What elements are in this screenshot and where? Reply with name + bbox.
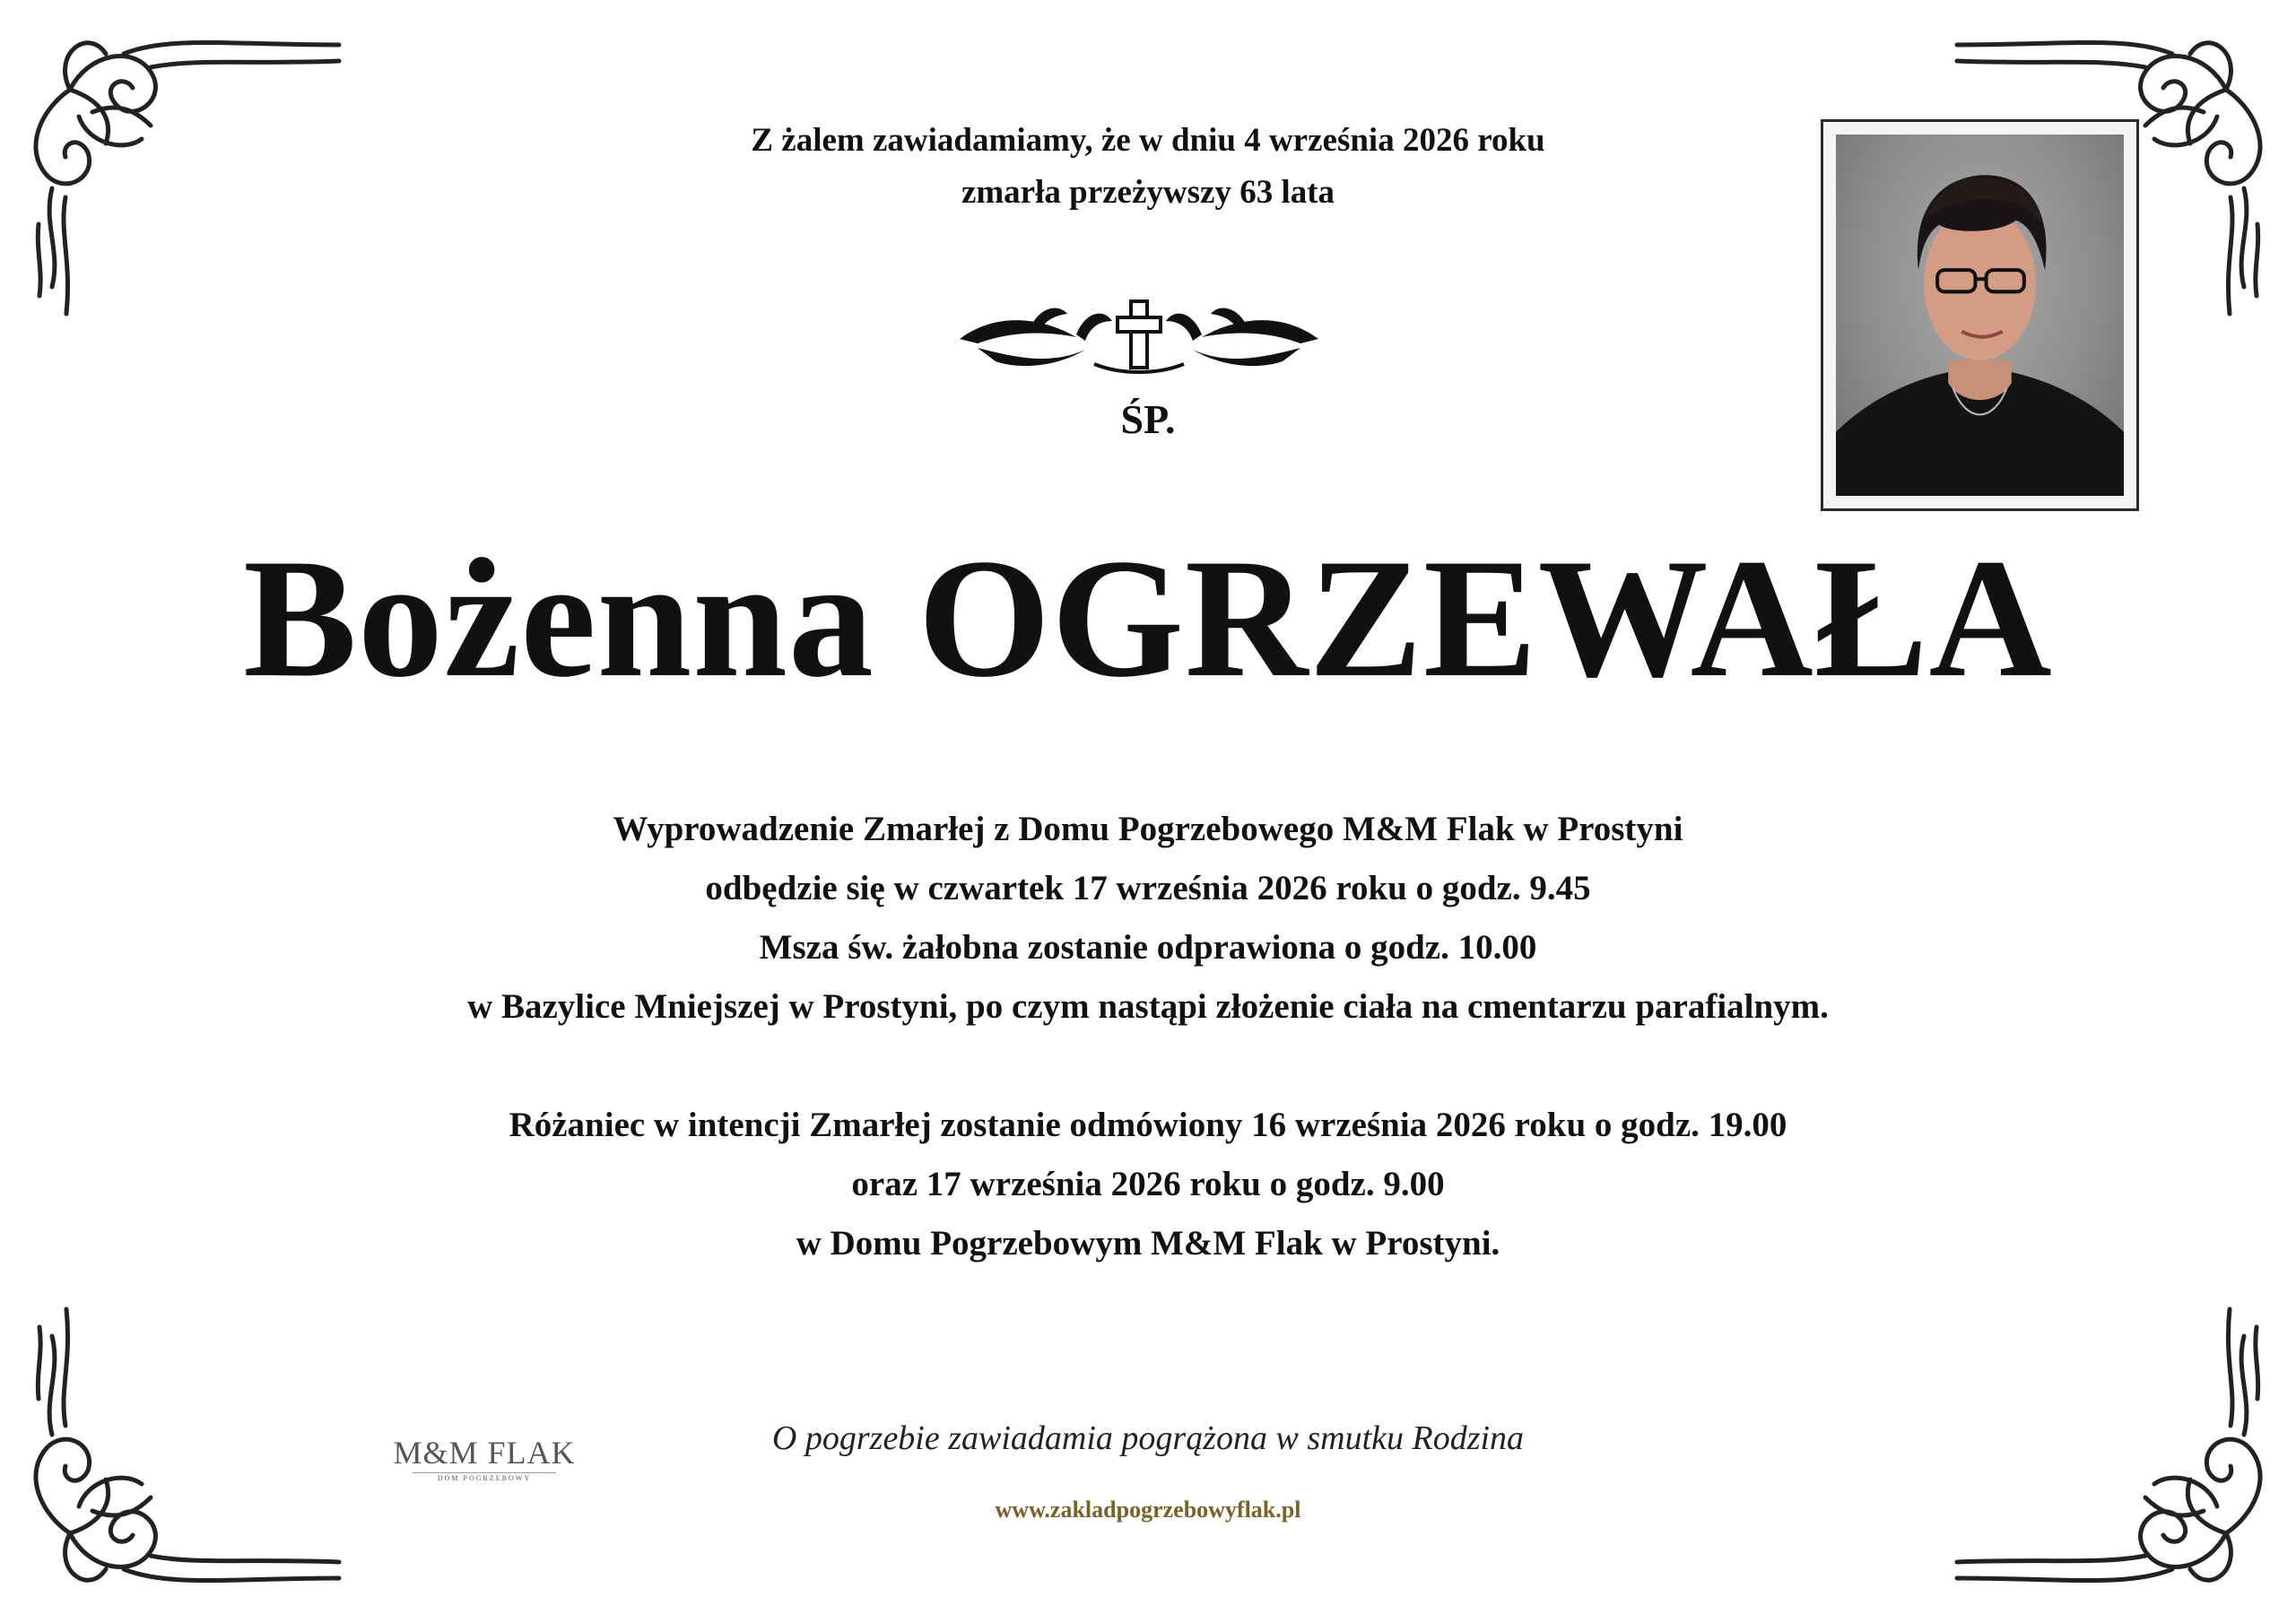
- rosary-line: Różaniec w intencji Zmarłej zostanie odmówiony 16 września 2026 roku o godz. 19.00: [509, 1106, 1787, 1144]
- rosary-line: w Domu Pogrzebowym M&M Flak w Prostyni.: [796, 1224, 1500, 1263]
- corner-ornament-icon: [16, 1282, 357, 1605]
- logo-sub-text: DOM POGRZEBOWY: [413, 1472, 556, 1484]
- deceased-name: Bożenna OGRZEWAŁA: [243, 525, 2053, 713]
- intro-line-1: Z żalem zawiadamiamy, że w dniu 4 września 2026 roku: [751, 122, 1545, 159]
- funeral-home-logo: [386, 1435, 583, 1485]
- honorific: ŚP.: [1120, 396, 1176, 442]
- spacer: [296, 1037, 2000, 1096]
- funeral-details: [296, 800, 2000, 1273]
- cross-ornament-icon: [942, 294, 1336, 384]
- corner-ornament-icon: [16, 18, 357, 341]
- ceremony-line: w Bazylice Mniejszej w Prostyni, po czym nastąpi złożenie ciała na cmentarzu parafialnym.: [467, 987, 1829, 1026]
- ceremony-line: Wyprowadzenie Zmarłej z Domu Pogrzebowego M&M Flak w Prostyni: [613, 810, 1683, 848]
- intro-line-2: zmarła przeżywszy 63 lata: [961, 174, 1335, 211]
- corner-ornament-icon: [1939, 1282, 2280, 1605]
- portrait-frame: [1821, 119, 2139, 511]
- logo-main-text: M&M FLAK: [393, 1435, 576, 1471]
- announcement-intro: [574, 115, 1722, 219]
- portrait-photo: [1836, 135, 2124, 496]
- website-link[interactable]: www.zakladpogrzebowyflak.pl: [995, 1497, 1301, 1523]
- ceremony-line: Msza św. żałobna zostanie odprawiona o godz. 10.00: [759, 928, 1537, 967]
- ceremony-line: odbędzie się w czwartek 17 września 2026 roku o godz. 9.45: [705, 869, 1591, 907]
- rosary-line: oraz 17 września 2026 roku o godz. 9.00: [851, 1165, 1445, 1203]
- family-note: O pogrzebie zawiadamia pogrążona w smutku Rodzina: [771, 1419, 1525, 1457]
